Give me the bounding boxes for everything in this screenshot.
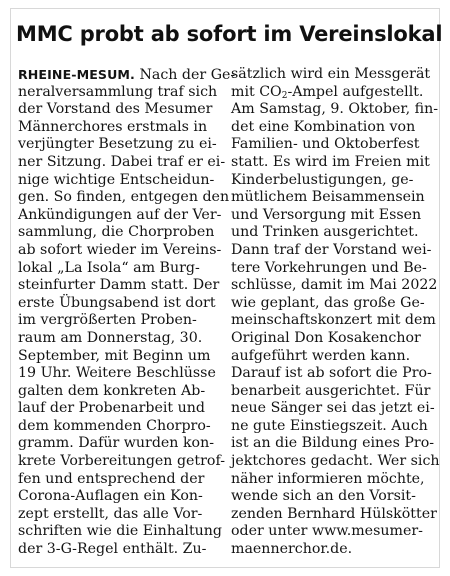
text-line: krete Vorbereitungen getrof- (18, 453, 225, 470)
text-line: benarbeit ausgerichtet. Für (231, 382, 431, 399)
text-line: aufgeführt werden kann. (231, 347, 411, 364)
co2-subscript: 2 (281, 90, 288, 101)
article-headline: MMC probt ab sofort im Vereinslokal (16, 22, 443, 46)
text-line: mütlichem Beisammensein (231, 189, 425, 206)
text-line: gramm. Dafür wurden kon- (18, 435, 215, 452)
text-line: näher informieren möchte, (231, 470, 425, 487)
text-fragment: mit CO (231, 83, 282, 100)
text-line: wende sich an den Vorsit- (231, 488, 416, 505)
text-line: und Versorgung mit Essen (231, 206, 422, 223)
text-line: statt. Es wird im Freien mit (231, 153, 430, 170)
text-line: Familien- und Oktoberfest (231, 136, 420, 153)
text-line: dem kommenden Chorpro- (18, 417, 211, 434)
text-line: verjüngter Besetzung zu ei- (18, 136, 217, 153)
text-fragment: Nach der Ge- (134, 67, 236, 83)
text-line: gen. So finden, entgegen den (18, 189, 230, 206)
text-line: meinschaftskonzert mit dem (231, 312, 436, 329)
text-line: der Vorstand des Mesumer (18, 101, 213, 118)
text-line: Darauf ist ab sofort die Pro- (231, 365, 432, 382)
text-line: Am Samstag, 9. Oktober, fin- (231, 101, 439, 118)
text-line: erste Übungsabend ist dort (18, 294, 216, 311)
text-line: jektchores gedacht. Wer sich (231, 453, 440, 470)
text-line: zept erstellt, das alle Vor- (18, 505, 203, 522)
text-line: neralversammlung traf sich (18, 83, 218, 100)
text-line: oder unter www.mesumer- (231, 523, 423, 540)
text-line (18, 66, 235, 84)
text-line: und Trinken ausgerichtet. (231, 224, 419, 241)
text-line: September, mit Beginn um (18, 347, 211, 364)
text-line: det eine Kombination von (231, 118, 416, 135)
text-line: lauf der Probenarbeit und (18, 400, 205, 417)
text-line (231, 84, 440, 102)
text-line: nige wichtige Entscheidun- (18, 171, 215, 188)
text-line: schriften wie die Einhaltung (18, 523, 223, 540)
text-line: ab sofort wieder im Vereins- (18, 241, 222, 258)
text-line: maennerchor.de. (231, 541, 353, 558)
text-fragment: -Ampel aufgestellt. (287, 83, 424, 100)
article-column-left (18, 66, 235, 559)
text-line: sammlung, die Chorproben (18, 224, 215, 241)
text-line: im vergrößerten Proben- (18, 312, 197, 329)
text-line: Original Don Kosakenchor (231, 329, 421, 346)
text-line: lokal „La Isola“ am Burg- (18, 259, 200, 276)
text-line: Corona-Auflagen ein Kon- (18, 488, 203, 505)
text-line: raum am Donnerstag, 30. (18, 329, 203, 346)
text-line: ist an die Bildung eines Pro- (231, 435, 435, 452)
dateline: RHEINE-MESUM. (18, 67, 135, 82)
text-line: 19 Uhr. Weitere Beschlüsse (18, 365, 216, 382)
text-line: der 3-G-Regel enthält. Zu- (18, 541, 207, 558)
text-line: steinfurter Damm statt. Der (18, 277, 220, 294)
text-line: wie geplant, das große Ge- (231, 294, 425, 311)
text-line: Männerchores erstmals in (18, 118, 208, 135)
text-line: zenden Bernhard Hülskötter (231, 505, 437, 522)
text-line: galten dem konkreten Ab- (18, 382, 206, 399)
text-line: Ankündigungen auf der Ver- (18, 206, 222, 223)
text-line: fen und entsprechend der (18, 470, 205, 487)
text-line: sätzlich wird ein Messgerät (231, 66, 431, 82)
text-line: Dann traf der Vorstand wei- (231, 241, 432, 258)
text-line: tere Vorkehrungen und Be- (231, 259, 427, 276)
text-line: neue Sänger sei das jetzt ei- (231, 400, 435, 417)
text-line: Kinderbelustigungen, ge- (231, 171, 414, 188)
text-line: ne gute Einstiegszeit. Auch (231, 417, 428, 434)
text-line: ner Sitzung. Dabei traf er ei- (18, 153, 226, 170)
article-column-right (231, 66, 440, 559)
text-line: schlüsse, damit im Mai 2022 (231, 277, 438, 294)
